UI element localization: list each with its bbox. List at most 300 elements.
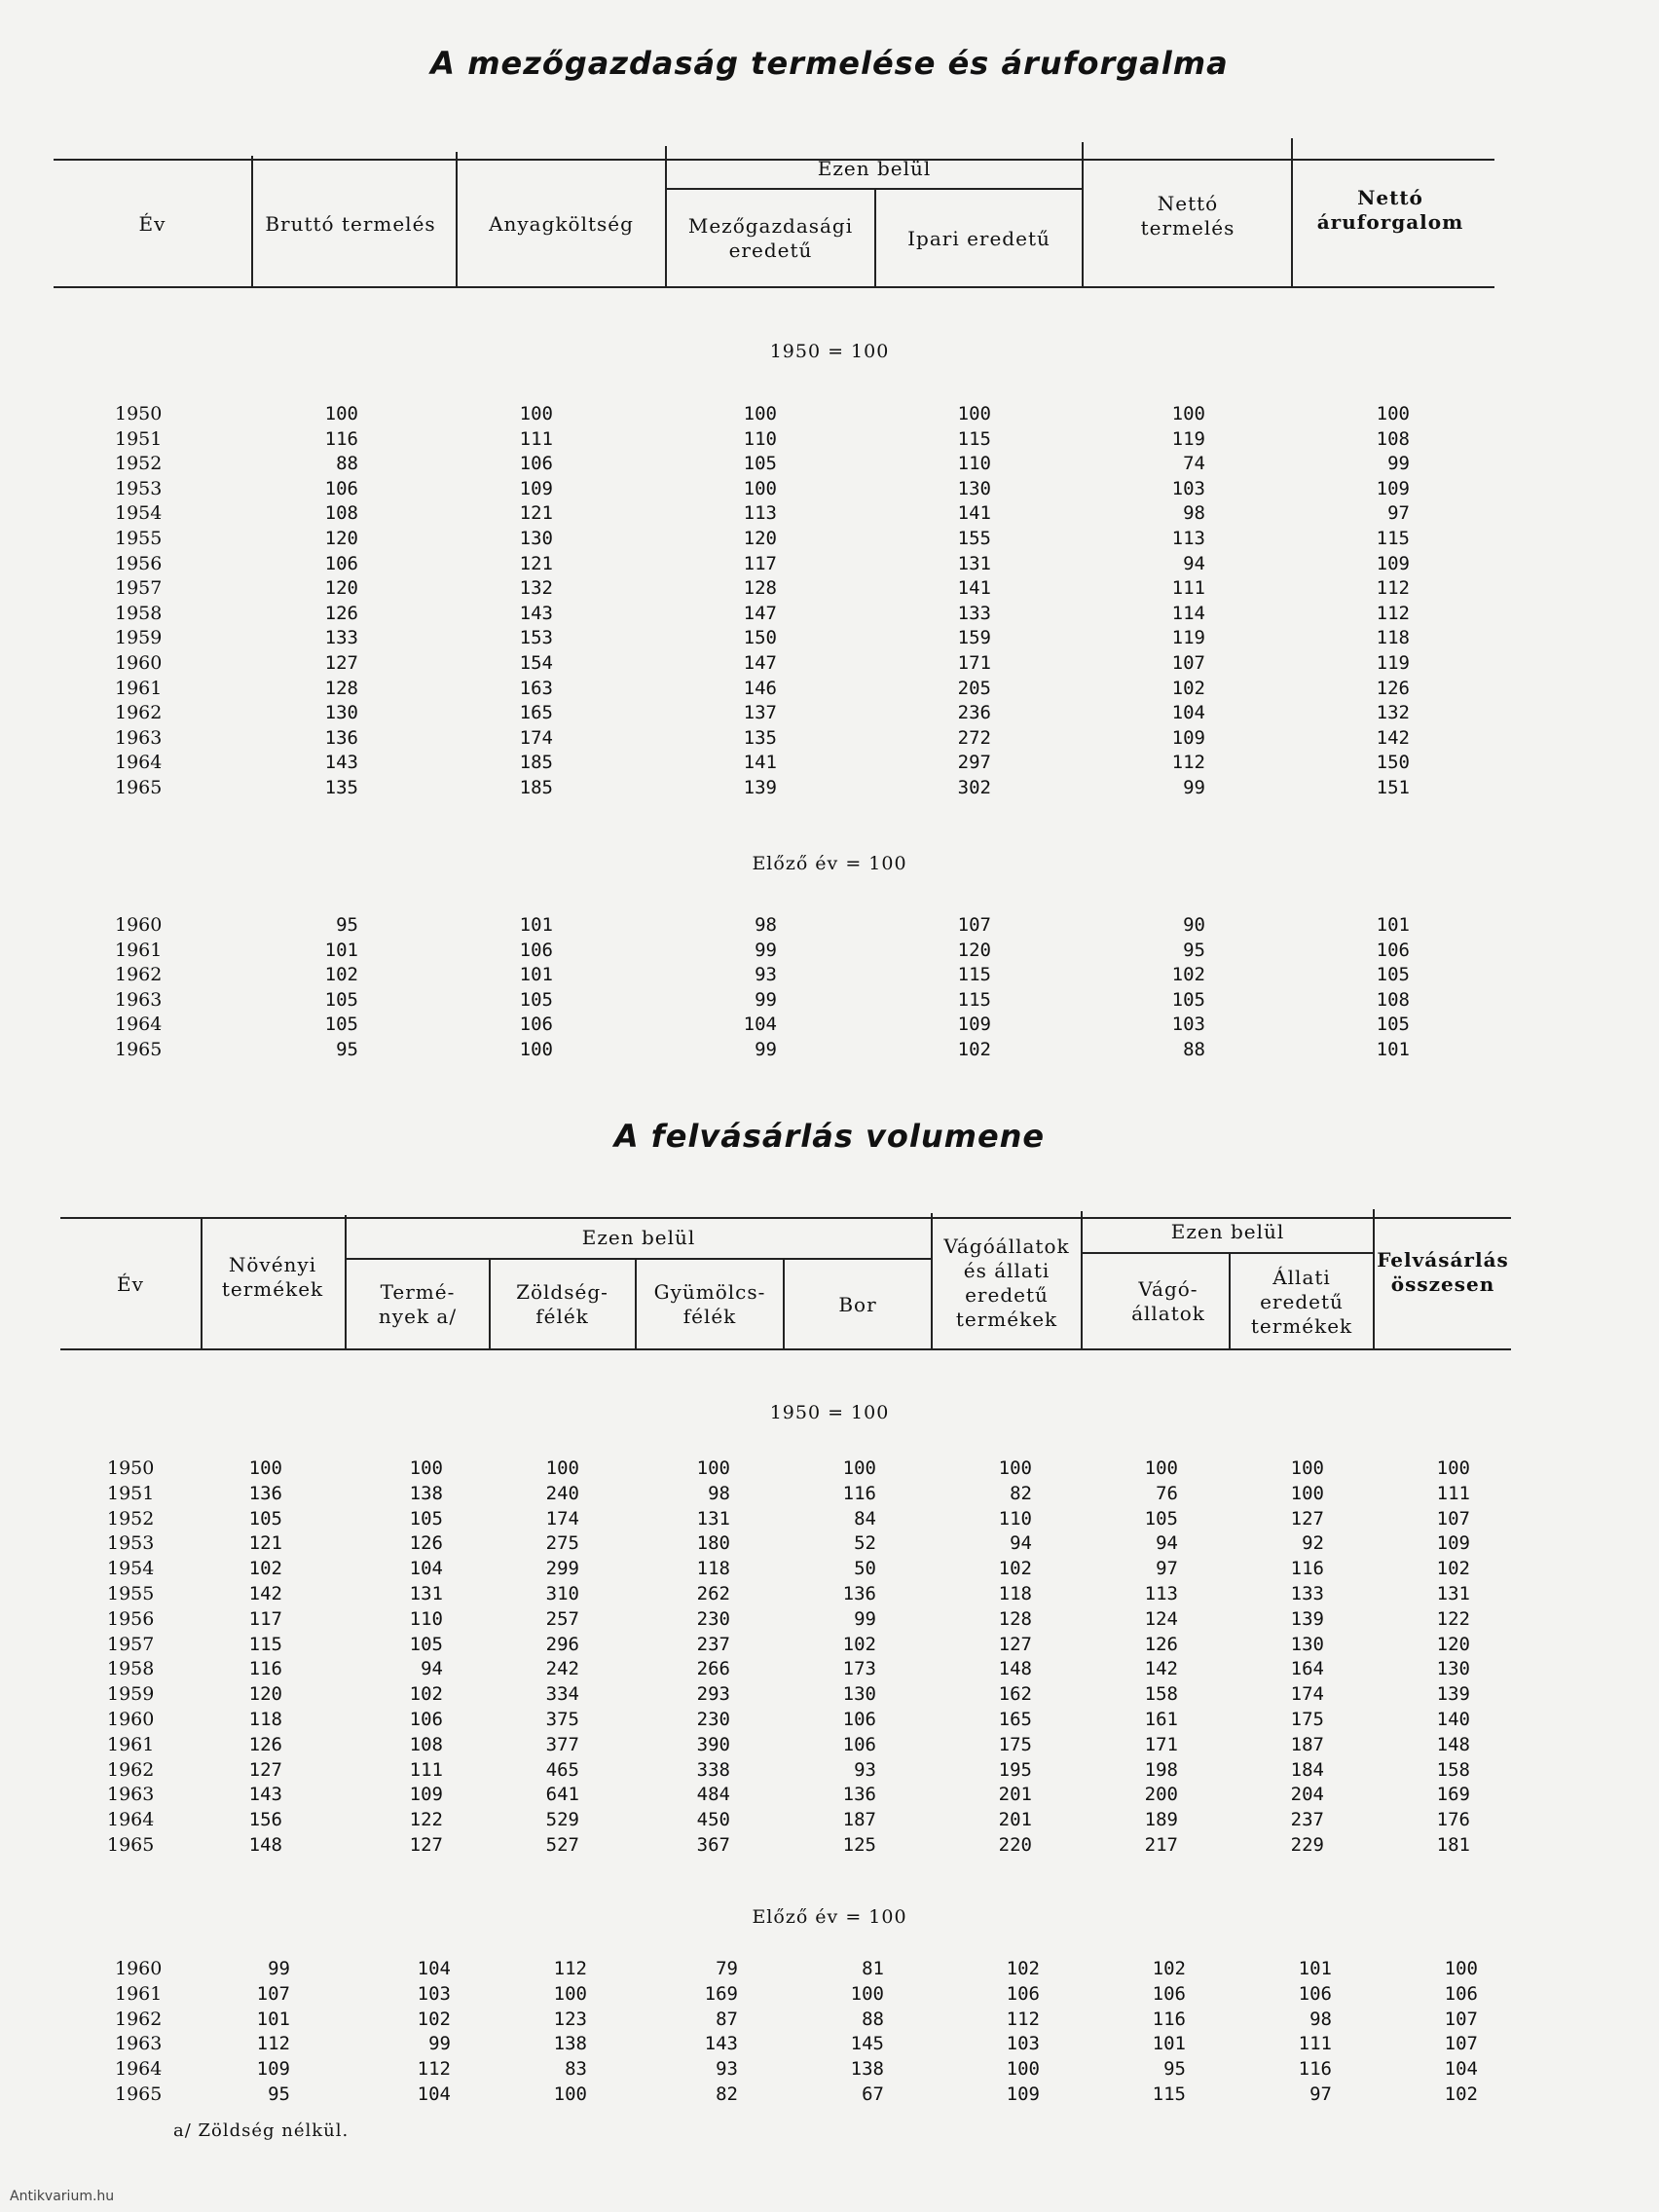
value-cell: 163 (519, 677, 553, 699)
table-row (115, 501, 1478, 527)
value-cell: 257 (545, 1607, 579, 1630)
value-cell: 159 (957, 627, 991, 649)
value-cell: 104 (417, 1958, 451, 1979)
value-cell: 143 (519, 602, 553, 624)
table-row (107, 1657, 1490, 1682)
value-cell: 108 (324, 502, 358, 525)
table-row (115, 552, 1478, 577)
year-cell: 1960 (115, 651, 163, 674)
value-cell: 174 (1290, 1683, 1324, 1706)
value-cell: 52 (854, 1532, 876, 1555)
value-cell: 105 (324, 988, 358, 1011)
value-cell: 120 (743, 527, 777, 549)
value-cell: 98 (708, 1482, 730, 1504)
value-cell: 116 (1152, 2008, 1186, 2030)
value-cell: 99 (428, 2033, 451, 2055)
table2-title: A felvásárlás volumene (613, 1118, 1046, 1155)
year-cell: 1954 (107, 1558, 155, 1580)
header2-novenyi-termekek: Növényi termékek (221, 1253, 324, 1301)
value-cell: 110 (409, 1607, 443, 1630)
table-row (115, 988, 1478, 1014)
year-cell: 1952 (115, 453, 163, 475)
value-cell: 104 (1171, 702, 1205, 724)
value-cell: 103 (1171, 477, 1205, 499)
value-cell: 174 (545, 1507, 579, 1530)
value-cell: 92 (1302, 1532, 1324, 1555)
table-row (115, 576, 1478, 602)
value-cell: 109 (409, 1784, 443, 1806)
year-cell: 1950 (115, 403, 163, 424)
value-cell: 230 (696, 1708, 730, 1730)
value-cell: 529 (545, 1809, 579, 1831)
year-cell: 1964 (115, 752, 163, 774)
header2-ev: Év (117, 1272, 144, 1296)
value-cell: 109 (1171, 726, 1205, 749)
table-row (115, 527, 1478, 552)
value-cell: 185 (519, 752, 553, 774)
value-cell: 118 (998, 1582, 1032, 1604)
value-cell: 148 (1436, 1733, 1470, 1755)
table-row (107, 1482, 1490, 1507)
header2-termenyek: Termé- nyek a/ (378, 1280, 458, 1328)
value-cell: 116 (248, 1658, 282, 1680)
header-brutto-termeles: Bruttó termelés (265, 211, 436, 236)
value-cell: 138 (409, 1482, 443, 1504)
value-cell: 102 (1171, 677, 1205, 699)
value-cell: 100 (1171, 403, 1205, 424)
value-cell: 125 (842, 1833, 876, 1856)
value-cell: 120 (324, 577, 358, 600)
year-cell: 1957 (107, 1633, 155, 1655)
header2-felvasarlas-osszesen: Felvásárlás összesen (1377, 1247, 1509, 1296)
value-cell: 100 (1376, 403, 1410, 424)
table1-divider (251, 156, 253, 286)
table2-divider (489, 1258, 491, 1348)
value-cell: 169 (1436, 1784, 1470, 1806)
year-cell: 1965 (107, 1833, 155, 1856)
value-cell: 107 (957, 914, 991, 936)
value-cell: 302 (957, 776, 991, 798)
value-cell: 115 (957, 427, 991, 450)
value-cell: 112 (417, 2058, 451, 2081)
year-cell: 1950 (107, 1457, 155, 1479)
header2-ezen-belul-2: Ezen belül (1170, 1219, 1285, 1243)
value-cell: 230 (696, 1607, 730, 1630)
value-cell: 84 (854, 1507, 876, 1530)
value-cell: 93 (755, 964, 777, 986)
year-cell: 1953 (115, 477, 163, 499)
value-cell: 102 (1436, 1558, 1470, 1580)
value-cell: 105 (409, 1507, 443, 1530)
table-row (115, 1957, 1497, 1982)
table1-rows-1950 (115, 402, 1478, 801)
value-cell: 126 (324, 602, 358, 624)
value-cell: 94 (421, 1658, 443, 1680)
footnote: a/ Zöldség nélkül. (173, 2120, 350, 2141)
value-cell: 113 (1144, 1582, 1178, 1604)
value-cell: 50 (854, 1558, 876, 1580)
value-cell: 136 (324, 726, 358, 749)
value-cell: 82 (1010, 1482, 1032, 1504)
value-cell: 99 (755, 1038, 777, 1060)
year-cell: 1958 (107, 1658, 155, 1680)
table2-header-bottom-rule (60, 1348, 1511, 1350)
year-cell: 1963 (107, 1784, 155, 1806)
value-cell: 237 (696, 1633, 730, 1655)
value-cell: 98 (755, 914, 777, 936)
table2-rows-prev-year (115, 1957, 1497, 2108)
year-cell: 1965 (115, 2083, 163, 2105)
value-cell: 100 (998, 1457, 1032, 1479)
value-cell: 262 (696, 1582, 730, 1604)
value-cell: 102 (842, 1633, 876, 1655)
value-cell: 98 (1183, 502, 1205, 525)
value-cell: 127 (1290, 1507, 1324, 1530)
table-row (115, 913, 1478, 939)
year-cell: 1965 (115, 776, 163, 798)
value-cell: 101 (1152, 2033, 1186, 2055)
table-row (107, 1682, 1490, 1708)
value-cell: 102 (957, 1038, 991, 1060)
value-cell: 97 (1309, 2083, 1332, 2105)
table-row (115, 651, 1478, 677)
value-cell: 100 (553, 1982, 587, 2005)
value-cell: 88 (1183, 1038, 1205, 1060)
value-cell: 204 (1290, 1784, 1324, 1806)
value-cell: 97 (1387, 502, 1410, 525)
value-cell: 122 (1436, 1607, 1470, 1630)
value-cell: 142 (1144, 1658, 1178, 1680)
value-cell: 142 (1376, 726, 1410, 749)
value-cell: 121 (248, 1532, 282, 1555)
value-cell: 103 (417, 1982, 451, 2005)
value-cell: 338 (696, 1758, 730, 1781)
value-cell: 106 (842, 1708, 876, 1730)
value-cell: 106 (1376, 939, 1410, 961)
value-cell: 99 (1387, 453, 1410, 475)
watermark: Antikvarium.hu (10, 2189, 115, 2204)
value-cell: 189 (1144, 1809, 1178, 1831)
value-cell: 154 (519, 651, 553, 674)
value-cell: 131 (1436, 1582, 1470, 1604)
value-cell: 151 (1376, 776, 1410, 798)
value-cell: 107 (256, 1982, 290, 2005)
table-row (115, 701, 1478, 726)
value-cell: 169 (704, 1982, 738, 2005)
value-cell: 112 (1171, 752, 1205, 774)
value-cell: 100 (743, 403, 777, 424)
value-cell: 116 (1290, 1558, 1324, 1580)
value-cell: 100 (957, 403, 991, 424)
value-cell: 126 (409, 1532, 443, 1555)
value-cell: 181 (1436, 1833, 1470, 1856)
value-cell: 109 (957, 1014, 991, 1036)
table-row (107, 1582, 1490, 1607)
value-cell: 201 (998, 1809, 1032, 1831)
header2-zoldsegfelek: Zöldség- félék (516, 1280, 608, 1328)
value-cell: 100 (1436, 1457, 1470, 1479)
value-cell: 100 (409, 1457, 443, 1479)
value-cell: 115 (248, 1633, 282, 1655)
year-cell: 1958 (115, 602, 163, 624)
value-cell: 116 (842, 1482, 876, 1504)
year-cell: 1960 (115, 1958, 163, 1979)
table1-title: A mezőgazdaság termelése és áruforgalma (430, 45, 1229, 82)
value-cell: 126 (1144, 1633, 1178, 1655)
table2-subheader-rule-1 (345, 1258, 931, 1260)
header-ezen-belul: Ezen belül (817, 156, 932, 180)
value-cell: 103 (1006, 2033, 1040, 2055)
value-cell: 106 (409, 1708, 443, 1730)
year-cell: 1964 (107, 1809, 155, 1831)
header2-vagoallatok: Vágó- állatok (1131, 1277, 1205, 1325)
value-cell: 108 (409, 1733, 443, 1755)
header-netto-termeles: Nettó termelés (1140, 192, 1235, 240)
year-cell: 1959 (107, 1683, 155, 1706)
value-cell: 141 (957, 577, 991, 600)
value-cell: 110 (743, 427, 777, 450)
value-cell: 111 (1298, 2033, 1332, 2055)
year-cell: 1951 (115, 427, 163, 450)
value-cell: 100 (850, 1982, 884, 2005)
value-cell: 171 (1144, 1733, 1178, 1755)
value-cell: 390 (696, 1733, 730, 1755)
value-cell: 161 (1144, 1708, 1178, 1730)
year-cell: 1952 (107, 1507, 155, 1530)
value-cell: 127 (998, 1633, 1032, 1655)
value-cell: 135 (324, 776, 358, 798)
value-cell: 176 (1436, 1809, 1470, 1831)
value-cell: 132 (519, 577, 553, 600)
year-cell: 1964 (115, 2058, 163, 2081)
value-cell: 106 (519, 939, 553, 961)
table-row (107, 1808, 1490, 1833)
value-cell: 465 (545, 1758, 579, 1781)
value-cell: 136 (842, 1582, 876, 1604)
value-cell: 120 (1436, 1633, 1470, 1655)
year-cell: 1963 (115, 2033, 163, 2055)
value-cell: 141 (957, 502, 991, 525)
value-cell: 195 (998, 1758, 1032, 1781)
value-cell: 103 (1171, 1014, 1205, 1036)
value-cell: 272 (957, 726, 991, 749)
value-cell: 101 (324, 939, 358, 961)
table-row (115, 963, 1478, 988)
value-cell: 141 (743, 752, 777, 774)
value-cell: 67 (862, 2083, 884, 2105)
value-cell: 137 (743, 702, 777, 724)
value-cell: 102 (409, 1683, 443, 1706)
value-cell: 100 (842, 1457, 876, 1479)
value-cell: 115 (957, 964, 991, 986)
value-cell: 126 (1376, 677, 1410, 699)
value-cell: 106 (519, 453, 553, 475)
table-row (115, 2083, 1497, 2108)
table-row (115, 1013, 1478, 1038)
value-cell: 104 (743, 1014, 777, 1036)
value-cell: 95 (336, 914, 358, 936)
year-cell: 1963 (115, 988, 163, 1011)
value-cell: 136 (842, 1784, 876, 1806)
year-cell: 1954 (115, 502, 163, 525)
value-cell: 133 (324, 627, 358, 649)
value-cell: 83 (565, 2058, 587, 2081)
value-cell: 139 (1436, 1683, 1470, 1706)
header-mezogazdasagi-eredetu: Mezőgazdasági eredetű (687, 214, 854, 262)
value-cell: 105 (519, 988, 553, 1011)
value-cell: 198 (1144, 1758, 1178, 1781)
value-cell: 107 (1171, 651, 1205, 674)
value-cell: 296 (545, 1633, 579, 1655)
year-cell: 1960 (115, 914, 163, 936)
value-cell: 90 (1183, 914, 1205, 936)
table-row (107, 1733, 1490, 1758)
value-cell: 242 (545, 1658, 579, 1680)
value-cell: 165 (998, 1708, 1032, 1730)
value-cell: 184 (1290, 1758, 1324, 1781)
value-cell: 115 (957, 988, 991, 1011)
value-cell: 104 (417, 2083, 451, 2105)
table-row (107, 1607, 1490, 1633)
value-cell: 101 (1376, 1038, 1410, 1060)
value-cell: 130 (1290, 1633, 1324, 1655)
value-cell: 99 (1183, 776, 1205, 798)
table-row (107, 1783, 1490, 1808)
value-cell: 130 (519, 527, 553, 549)
value-cell: 132 (1376, 702, 1410, 724)
value-cell: 165 (519, 702, 553, 724)
value-cell: 127 (324, 651, 358, 674)
table-row (115, 1038, 1478, 1063)
value-cell: 100 (1290, 1482, 1324, 1504)
value-cell: 109 (256, 2058, 290, 2081)
value-cell: 139 (743, 776, 777, 798)
table-row (115, 452, 1478, 477)
value-cell: 145 (850, 2033, 884, 2055)
value-cell: 136 (248, 1482, 282, 1504)
value-cell: 117 (743, 552, 777, 574)
value-cell: 94 (1156, 1532, 1178, 1555)
table1-subheader-rule (665, 188, 1082, 190)
value-cell: 240 (545, 1482, 579, 1504)
table1-divider (1082, 142, 1084, 286)
year-cell: 1961 (115, 677, 163, 699)
value-cell: 106 (1298, 1982, 1332, 2005)
value-cell: 105 (409, 1633, 443, 1655)
value-cell: 100 (519, 403, 553, 424)
value-cell: 95 (268, 2083, 290, 2105)
year-cell: 1960 (107, 1708, 155, 1730)
value-cell: 135 (743, 726, 777, 749)
value-cell: 367 (696, 1833, 730, 1856)
value-cell: 237 (1290, 1809, 1324, 1831)
value-cell: 130 (324, 702, 358, 724)
value-cell: 105 (1376, 964, 1410, 986)
value-cell: 100 (519, 1038, 553, 1060)
value-cell: 128 (743, 577, 777, 600)
table-row (107, 1833, 1490, 1859)
table-row (115, 726, 1478, 752)
value-cell: 171 (957, 651, 991, 674)
value-cell: 104 (1444, 2058, 1478, 2081)
value-cell: 105 (248, 1507, 282, 1530)
value-cell: 377 (545, 1733, 579, 1755)
value-cell: 81 (862, 1958, 884, 1979)
value-cell: 109 (1006, 2083, 1040, 2105)
value-cell: 133 (957, 602, 991, 624)
value-cell: 146 (743, 677, 777, 699)
table-row (115, 939, 1478, 964)
value-cell: 162 (998, 1683, 1032, 1706)
value-cell: 148 (998, 1658, 1032, 1680)
value-cell: 147 (743, 651, 777, 674)
value-cell: 107 (1444, 2008, 1478, 2030)
year-cell: 1962 (115, 964, 163, 986)
value-cell: 147 (743, 602, 777, 624)
value-cell: 104 (409, 1558, 443, 1580)
value-cell: 100 (1006, 2058, 1040, 2081)
table-row (115, 2057, 1497, 2083)
value-cell: 101 (1298, 1958, 1332, 1979)
value-cell: 112 (1376, 577, 1410, 600)
table-row (115, 477, 1478, 502)
value-cell: 109 (519, 477, 553, 499)
value-cell: 108 (1376, 988, 1410, 1011)
year-cell: 1962 (107, 1758, 155, 1781)
value-cell: 138 (553, 2033, 587, 2055)
value-cell: 101 (1376, 914, 1410, 936)
table-row (115, 1982, 1497, 2008)
value-cell: 99 (755, 988, 777, 1011)
value-cell: 109 (1376, 477, 1410, 499)
value-cell: 114 (1171, 602, 1205, 624)
value-cell: 140 (1436, 1708, 1470, 1730)
value-cell: 101 (519, 964, 553, 986)
value-cell: 100 (696, 1457, 730, 1479)
value-cell: 99 (755, 939, 777, 961)
value-cell: 127 (409, 1833, 443, 1856)
value-cell: 105 (324, 1014, 358, 1036)
table2-subheader-rule-2 (1081, 1252, 1373, 1254)
value-cell: 102 (1171, 964, 1205, 986)
table-row (115, 776, 1478, 801)
header2-bor: Bor (838, 1292, 877, 1316)
value-cell: 93 (854, 1758, 876, 1781)
value-cell: 164 (1290, 1658, 1324, 1680)
value-cell: 113 (743, 502, 777, 525)
table-row (115, 677, 1478, 702)
value-cell: 375 (545, 1708, 579, 1730)
value-cell: 120 (248, 1683, 282, 1706)
table-row (107, 1557, 1490, 1582)
value-cell: 115 (1152, 2083, 1186, 2105)
table-row (115, 751, 1478, 776)
value-cell: 153 (519, 627, 553, 649)
value-cell: 130 (842, 1683, 876, 1706)
year-cell: 1956 (107, 1607, 155, 1630)
value-cell: 95 (1163, 2058, 1186, 2081)
value-cell: 102 (998, 1558, 1032, 1580)
value-cell: 97 (1156, 1558, 1178, 1580)
value-cell: 128 (998, 1607, 1032, 1630)
value-cell: 138 (850, 2058, 884, 2081)
value-cell: 201 (998, 1784, 1032, 1806)
value-cell: 108 (1376, 427, 1410, 450)
value-cell: 131 (696, 1507, 730, 1530)
value-cell: 82 (716, 2083, 738, 2105)
value-cell: 106 (1444, 1982, 1478, 2005)
header2-ezen-belul-1: Ezen belül (581, 1225, 696, 1249)
